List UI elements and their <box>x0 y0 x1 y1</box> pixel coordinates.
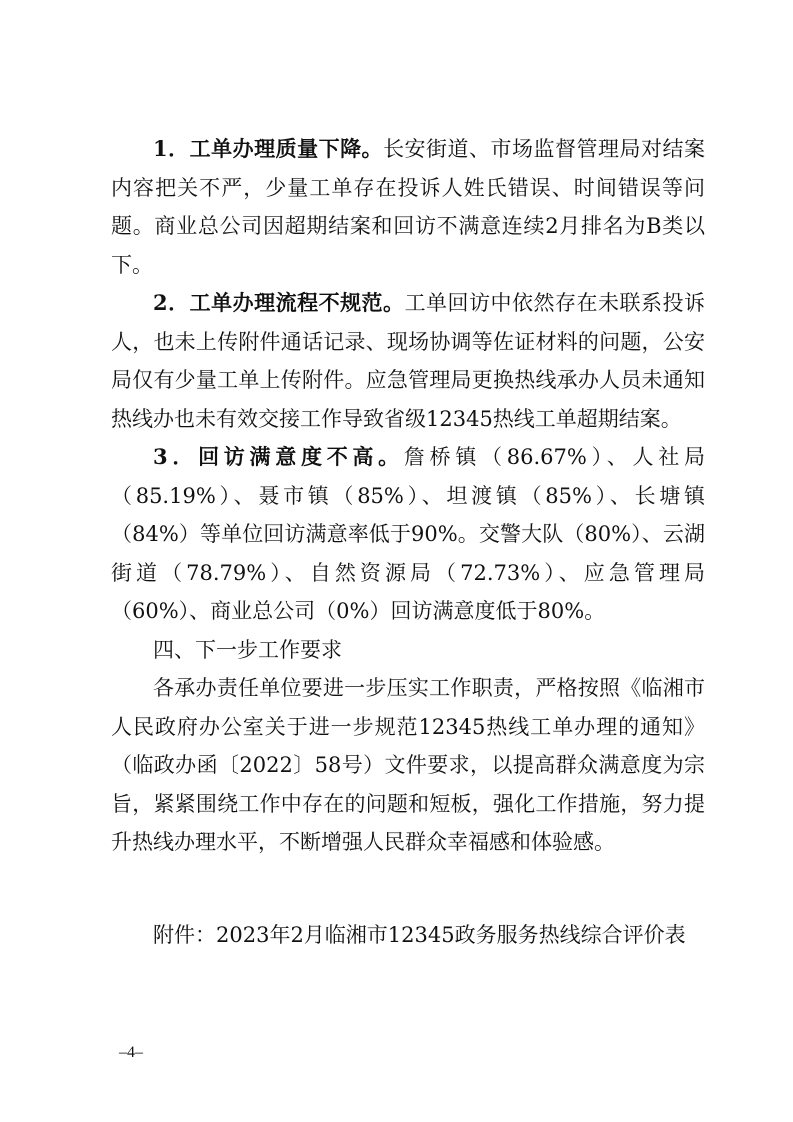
attachment-line: 附件：2023年2月临湘市12345政务服务热线综合评价表 <box>153 922 686 947</box>
section-3-lead: 3．回访满意度不高。 <box>153 444 404 469</box>
section-1 <box>111 130 705 284</box>
section-1-lead: 1．工单办理质量下降。 <box>153 136 384 161</box>
document-body <box>111 130 705 954</box>
page-number: –4– <box>119 1044 143 1061</box>
section-2-lead: 2．工单办理流程不规范。 <box>153 290 405 315</box>
section-3-text: 詹桥镇（86.67%）、人社局（85.19%）、聂市镇（85%）、坦渡镇（85%）、长塘镇（84%）等单位回访满意率低于90%。交警大队（80%）、云湖街道（78.79%）、自然资源局（72.73%）、应急管理局（60%）、商业总公司（0%）回访满意度低于80%。 <box>111 445 705 623</box>
section-3 <box>111 438 705 631</box>
section-4-body: 各承办责任单位要进一步压实工作职责，严格按照《临湘市人民政府办公室关于进一步规范12345热线工单办理的通知》（临政办函〔2022〕58号）文件要求，以提高群众满意度为宗旨，紧紧围绕工作中存在的问题和短板，强化工作措施，努力提升热线办理水平，不断增强人民群众幸福感和体验感。 <box>111 676 705 854</box>
spacer <box>111 862 705 916</box>
section-heading-4: 四、下一步工作要求 <box>153 637 342 662</box>
section-2 <box>111 284 705 438</box>
section-2-text: 工单回访中依然存在未联系投诉人，也未上传附件通话记录、现场协调等佐证材料的问题，公安局仅有少量工单上传附件。应急管理局更换热线承办人员未通知热线办也未有效交接工作导致省级12345热线工单超期结案。 <box>111 291 705 431</box>
section-1-text: 长安街道、市场监督管理局对结案内容把关不严，少量工单存在投诉人姓氏错误、时间错误等问题。商业总公司因超期结案和回访不满意连续2月排名为B类以下。 <box>111 137 705 277</box>
